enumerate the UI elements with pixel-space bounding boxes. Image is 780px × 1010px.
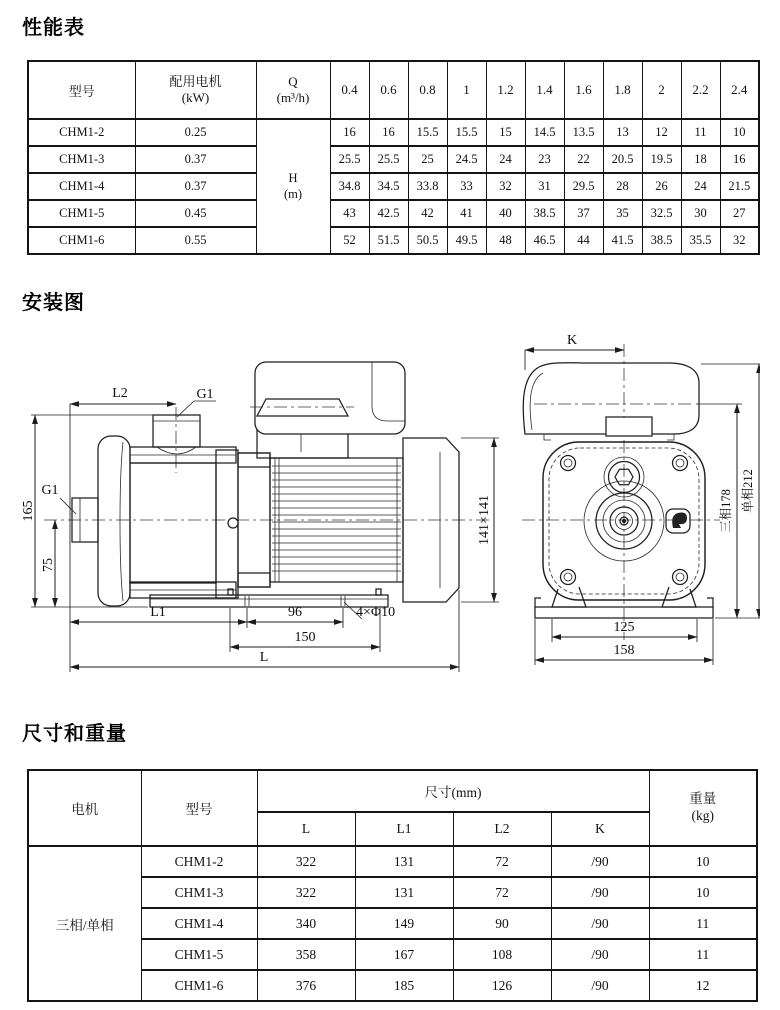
size-l1-cell: 149 xyxy=(355,908,453,939)
pump-barrel xyxy=(130,463,216,583)
motor-fins xyxy=(272,466,401,571)
head-value-cell: 43 xyxy=(330,200,369,227)
flow-value-header: 1 xyxy=(447,61,486,119)
size-l1-cell: 167 xyxy=(355,939,453,970)
pump-head xyxy=(98,436,238,606)
head-value-cell: 34.8 xyxy=(330,173,369,200)
weight-cell: 10 xyxy=(649,846,757,877)
head-value-cell: 13 xyxy=(603,119,642,146)
size-k-cell: /90 xyxy=(551,939,649,970)
flow-value-header: 1.4 xyxy=(525,61,564,119)
head-value-cell: 46.5 xyxy=(525,227,564,254)
head-value-cell: 19.5 xyxy=(642,146,681,173)
power-cell: 0.37 xyxy=(135,173,256,200)
front-view-dimensions xyxy=(525,333,760,665)
head-value-cell: 44 xyxy=(564,227,603,254)
dim-l2-label: L2 xyxy=(112,386,128,401)
dim-k-label: K xyxy=(566,333,578,348)
dimension-weight-table xyxy=(27,769,758,1002)
weight-header-line2: (kg) xyxy=(691,808,714,823)
size-l1-cell: 131 xyxy=(355,846,453,877)
performance-row xyxy=(28,146,759,173)
terminal-box-side xyxy=(250,362,405,458)
head-value-cell: 32 xyxy=(486,173,525,200)
flow-q-header-line1: Q xyxy=(288,73,298,89)
head-unit-line2: (m) xyxy=(283,186,303,201)
size-l2-cell: 72 xyxy=(453,877,551,908)
corner-bolt xyxy=(673,456,688,471)
head-value-cell: 12 xyxy=(642,119,681,146)
terminal-box-front xyxy=(523,363,699,440)
head-value-cell: 23 xyxy=(525,146,564,173)
dim-158-label: 158 xyxy=(613,643,635,658)
head-value-cell: 13.5 xyxy=(564,119,603,146)
model-cell: CHM1-2 xyxy=(141,846,257,877)
corner-bolt xyxy=(561,456,576,471)
head-value-cell: 15 xyxy=(486,119,525,146)
head-value-cell: 34.5 xyxy=(369,173,408,200)
head-value-cell: 14.5 xyxy=(525,119,564,146)
head-value-cell: 29.5 xyxy=(564,173,603,200)
model-cell: CHM1-2 xyxy=(28,119,135,146)
dim-three-phase-label: 三相178 xyxy=(719,489,733,533)
head-value-cell: 11 xyxy=(681,119,720,146)
size-k-cell: /90 xyxy=(551,970,649,1001)
power-cell: 0.25 xyxy=(135,119,256,146)
head-value-cell: 38.5 xyxy=(525,200,564,227)
size-col-header: L1 xyxy=(355,812,453,846)
head-value-cell: 32.5 xyxy=(642,200,681,227)
head-value-cell: 33.8 xyxy=(408,173,447,200)
motor-power-header-line2: (kW) xyxy=(181,90,210,105)
head-value-cell: 25 xyxy=(408,146,447,173)
size-l2-cell: 108 xyxy=(453,939,551,970)
size-col-header: L xyxy=(257,812,355,846)
head-value-cell: 24 xyxy=(681,173,720,200)
size-l2-cell: 72 xyxy=(453,846,551,877)
weight-cell: 11 xyxy=(649,939,757,970)
performance-table xyxy=(27,60,760,255)
head-value-cell: 48 xyxy=(486,227,525,254)
brand-logo-icon xyxy=(666,509,690,533)
installation-section-title: 安装图 xyxy=(22,292,85,314)
pump-side-view xyxy=(21,362,499,672)
model-cell: CHM1-5 xyxy=(28,200,135,227)
performance-row xyxy=(28,119,759,146)
dim-g1-top-label: G1 xyxy=(196,387,214,402)
head-value-cell: 35.5 xyxy=(681,227,720,254)
dim-75-label: 75 xyxy=(41,558,56,572)
dim-g1-left-label: G1 xyxy=(41,483,59,498)
size-l-cell: 322 xyxy=(257,877,355,908)
head-value-cell: 41.5 xyxy=(603,227,642,254)
head-unit-cell xyxy=(256,119,330,254)
head-value-cell: 18 xyxy=(681,146,720,173)
model-cell: CHM1-6 xyxy=(141,970,257,1001)
performance-row xyxy=(28,200,759,227)
dim-150-label: 150 xyxy=(294,630,316,645)
size-l-cell: 376 xyxy=(257,970,355,1001)
cable-gland xyxy=(257,399,348,416)
flow-value-header: 1.6 xyxy=(564,61,603,119)
size-k-cell: /90 xyxy=(551,877,649,908)
head-value-cell: 15.5 xyxy=(408,119,447,146)
size-l1-cell: 131 xyxy=(355,877,453,908)
model-cell: CHM1-4 xyxy=(28,173,135,200)
size-col-header: K xyxy=(551,812,649,846)
model-header: 型号 xyxy=(28,61,135,119)
head-value-cell: 16 xyxy=(720,146,759,173)
size-l2-cell: 126 xyxy=(453,970,551,1001)
head-value-cell: 28 xyxy=(603,173,642,200)
head-value-cell: 25.5 xyxy=(369,146,408,173)
head-value-cell: 40 xyxy=(486,200,525,227)
conduit-knockout xyxy=(606,417,652,436)
head-value-cell: 50.5 xyxy=(408,227,447,254)
size-l-cell: 358 xyxy=(257,939,355,970)
weight-header-line1: 重量 xyxy=(689,791,717,807)
head-value-cell: 24 xyxy=(486,146,525,173)
model-cell: CHM1-6 xyxy=(28,227,135,254)
head-value-cell: 21.5 xyxy=(720,173,759,200)
model-cell: CHM1-3 xyxy=(141,877,257,908)
size-l2-cell: 90 xyxy=(453,908,551,939)
power-cell: 0.37 xyxy=(135,146,256,173)
weight-cell: 12 xyxy=(649,970,757,1001)
dim-141x141-label: 141×141 xyxy=(477,495,492,545)
head-value-cell: 15.5 xyxy=(447,119,486,146)
power-cell: 0.45 xyxy=(135,200,256,227)
head-value-cell: 33 xyxy=(447,173,486,200)
head-value-cell: 42 xyxy=(408,200,447,227)
head-value-cell: 49.5 xyxy=(447,227,486,254)
weight-col-header xyxy=(649,770,757,846)
dim-125-label: 125 xyxy=(613,620,635,635)
motor-power-header xyxy=(135,61,256,119)
size-l1-cell: 185 xyxy=(355,970,453,1001)
model-cell: CHM1-5 xyxy=(141,939,257,970)
head-value-cell: 30 xyxy=(681,200,720,227)
size-k-cell: /90 xyxy=(551,846,649,877)
drain-plug xyxy=(228,518,238,528)
corner-bolt xyxy=(673,570,688,585)
flow-value-header: 1.8 xyxy=(603,61,642,119)
dimension-row xyxy=(28,846,757,877)
head-value-cell: 25.5 xyxy=(330,146,369,173)
model-col-header: 型号 xyxy=(141,770,257,846)
flow-q-header-line2: (m³/h) xyxy=(276,90,310,105)
head-value-cell: 10 xyxy=(720,119,759,146)
size-l-cell: 322 xyxy=(257,846,355,877)
pump-front-cover xyxy=(98,436,130,606)
head-value-cell: 26 xyxy=(642,173,681,200)
head-unit-line1: H xyxy=(288,170,298,185)
performance-section-title: 性能表 xyxy=(22,17,85,39)
dim-l-label: L xyxy=(259,650,269,665)
head-value-cell: 51.5 xyxy=(369,227,408,254)
shaft-hub xyxy=(584,481,664,561)
head-value-cell: 35 xyxy=(603,200,642,227)
performance-row xyxy=(28,173,759,200)
size-k-cell: /90 xyxy=(551,908,649,939)
dim-96-label: 96 xyxy=(288,605,302,620)
installation-drawing xyxy=(20,320,760,690)
dim-holes-label: 4×Φ10 xyxy=(356,605,396,620)
size-l-cell: 340 xyxy=(257,908,355,939)
weight-cell: 10 xyxy=(649,877,757,908)
head-value-cell: 24.5 xyxy=(447,146,486,173)
flow-value-header: 0.8 xyxy=(408,61,447,119)
motor-type-cell: 三相/单相 xyxy=(28,846,141,1001)
dimensions-section-title: 尺寸和重量 xyxy=(22,723,127,745)
head-value-cell: 32 xyxy=(720,227,759,254)
flow-value-header: 0.6 xyxy=(369,61,408,119)
dim-l1-label: L1 xyxy=(150,605,166,620)
flow-value-header: 2.2 xyxy=(681,61,720,119)
dim-165-label: 165 xyxy=(21,500,36,522)
flow-value-header: 2.4 xyxy=(720,61,759,119)
size-col-header: L2 xyxy=(453,812,551,846)
discharge-port xyxy=(153,415,200,454)
head-value-cell: 42.5 xyxy=(369,200,408,227)
head-value-cell: 27 xyxy=(720,200,759,227)
model-cell: CHM1-4 xyxy=(141,908,257,939)
head-value-cell: 37 xyxy=(564,200,603,227)
head-value-cell: 41 xyxy=(447,200,486,227)
head-value-cell: 52 xyxy=(330,227,369,254)
size-group-header: 尺寸(mm) xyxy=(257,770,649,812)
pump-front-view xyxy=(522,333,760,665)
flow-value-header: 2 xyxy=(642,61,681,119)
head-value-cell: 16 xyxy=(330,119,369,146)
weight-cell: 11 xyxy=(649,908,757,939)
model-cell: CHM1-3 xyxy=(28,146,135,173)
flow-q-header xyxy=(256,61,330,119)
head-value-cell: 38.5 xyxy=(642,227,681,254)
corner-bolt xyxy=(561,570,576,585)
flow-value-header: 1.2 xyxy=(486,61,525,119)
head-value-cell: 16 xyxy=(369,119,408,146)
head-value-cell: 20.5 xyxy=(603,146,642,173)
head-value-cell: 31 xyxy=(525,173,564,200)
flow-value-header: 0.4 xyxy=(330,61,369,119)
dim-single-phase-label: 单相212 xyxy=(741,469,755,513)
motor-col-header: 电机 xyxy=(28,770,141,846)
head-value-cell: 22 xyxy=(564,146,603,173)
dimension-header-row-1 xyxy=(28,770,757,812)
motor-power-header-line1: 配用电机 xyxy=(169,73,222,89)
performance-row xyxy=(28,227,759,254)
power-cell: 0.55 xyxy=(135,227,256,254)
performance-header-row xyxy=(28,61,759,119)
